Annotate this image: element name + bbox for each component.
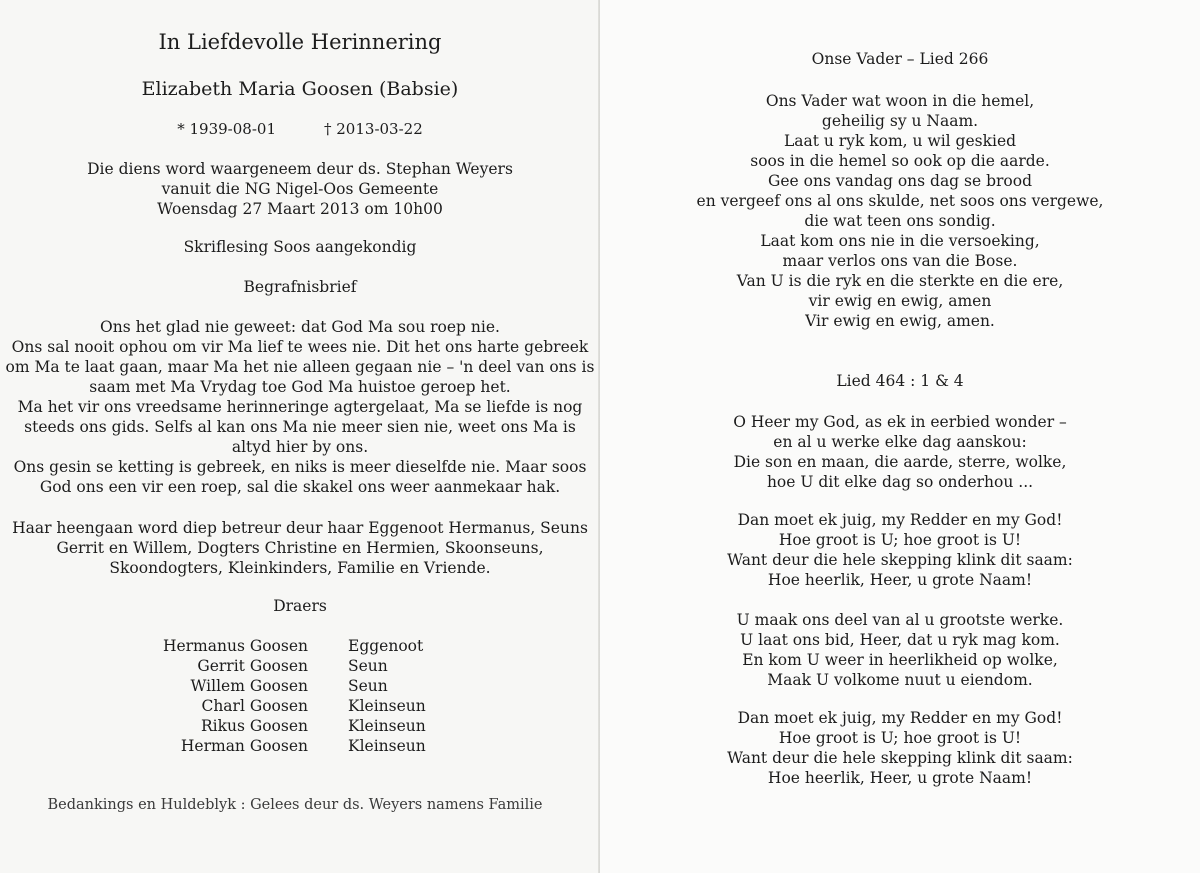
lyric-line: Hoe heerlik, Heer, u grote Naam!: [767, 571, 1033, 589]
lyric-line: maar verlos ons van die Bose.: [782, 252, 1018, 270]
bearer-name: Gerrit Goosen: [197, 657, 308, 675]
mourners-line: Haar heengaan word diep betreur deur haar Eggenoot Hermanus, Seuns: [12, 519, 588, 537]
lyric-line: hoe U dit elke dag so onderhou ...: [766, 473, 1034, 491]
bearer-role: Seun: [348, 677, 388, 695]
lyric-line: Gee ons vandag ons dag se brood: [767, 172, 1033, 190]
hymn1-lyrics: [600, 91, 1200, 331]
death-date: † 2013-03-22: [324, 120, 423, 138]
lyric-line: Dan moet ek juig, my Redder en my God!: [737, 511, 1063, 529]
right-page: [600, 0, 1200, 873]
bearer-role: Eggenoot: [348, 637, 424, 655]
bearer-name: Charl Goosen: [201, 697, 308, 715]
scripture-heading: Skriflesing Soos aangekondig: [183, 238, 417, 256]
lyric-line: Maak U volkome nuut u eiendom.: [767, 671, 1033, 689]
hymn1-title: Onse Vader – Lied 266: [811, 50, 989, 68]
lyric-line: En kom U weer in heerlikheid op wolke,: [742, 651, 1058, 669]
service-line: vanuit die NG Nigel-Oos Gemeente: [161, 180, 439, 198]
lyric-line: Hoe groot is U; hoe groot is U!: [778, 531, 1022, 549]
lyric-line: geheilig sy u Naam.: [821, 112, 979, 130]
funeral-letter: [0, 317, 600, 497]
bearer-role: Seun: [348, 657, 388, 675]
hymn2-chorus2: [600, 708, 1200, 788]
lyric-line: Hoe groot is U; hoe groot is U!: [778, 729, 1022, 747]
bearer-role: Kleinseun: [348, 717, 426, 735]
life-dates: [0, 120, 600, 138]
birth-date: * 1939-08-01: [177, 120, 276, 138]
mourners-notice: [0, 518, 600, 578]
lyric-line: en vergeef ons al ons skulde, net soos ons vergewe,: [696, 192, 1104, 210]
lyric-line: Van U is die ryk en die sterkte en die ere,: [736, 272, 1064, 290]
hymn2-verse2: [600, 610, 1200, 690]
lyric-line: U laat ons bid, Heer, dat u ryk mag kom.: [740, 631, 1060, 649]
bearers-heading: Draers: [273, 597, 327, 615]
lyric-line: Die son en maan, die aarde, sterre, wolke,: [733, 453, 1067, 471]
deceased-name: Elizabeth Maria Goosen (Babsie): [141, 78, 459, 100]
service-line: Die diens word waargeneem deur ds. Stephan Weyers: [87, 160, 513, 178]
bearer-name: Rikus Goosen: [200, 717, 308, 735]
bearer-name: Hermanus Goosen: [162, 637, 308, 655]
bearer-name: Herman Goosen: [180, 737, 308, 755]
lyric-line: Want deur die hele skepping klink dit saam:: [727, 551, 1073, 569]
letter-line: Ons het glad nie geweet: dat God Ma sou roep nie.: [100, 318, 500, 336]
hymn2-verse1: [600, 412, 1200, 492]
letter-line: saam met Ma Vrydag toe God Ma huistoe geroep het.: [89, 378, 511, 396]
bearers-list: [160, 636, 460, 756]
tribute-footer: Bedankings en Huldeblyk : Gelees deur ds. Weyers namens Familie: [47, 797, 543, 813]
lyric-line: Laat u ryk kom, u wil geskied: [783, 132, 1017, 150]
lyric-line: Want deur die hele skepping klink dit saam:: [727, 749, 1073, 767]
service-line: Woensdag 27 Maart 2013 om 10h00: [157, 200, 443, 218]
lyric-line: Ons Vader wat woon in die hemel,: [765, 92, 1035, 110]
lyric-line: soos in die hemel so ook op die aarde.: [750, 152, 1050, 170]
bearer-name: Willem Goosen: [190, 677, 308, 695]
lyric-line: Hoe heerlik, Heer, u grote Naam!: [767, 769, 1033, 787]
bearer-role: Kleinseun: [348, 697, 426, 715]
lyric-line: Vir ewig en ewig, amen.: [805, 312, 995, 330]
letter-line: om Ma te laat gaan, maar Ma het nie alleen gegaan nie – 'n deel van ons is: [5, 358, 595, 376]
bearer-role: Kleinseun: [348, 737, 426, 755]
letter-heading: Begrafnisbrief: [243, 278, 357, 296]
lyric-line: die wat teen ons sondig.: [804, 212, 996, 230]
letter-line: God ons een vir een roep, sal die skakel ons weer aanmekaar hak.: [39, 478, 561, 496]
letter-line: altyd hier by ons.: [231, 438, 369, 456]
hymn2-chorus1: [600, 510, 1200, 590]
letter-line: Ons gesin se ketting is gebreek, en niks is meer dieselfde nie. Maar soos: [13, 458, 587, 476]
mourners-line: Skoondogters, Kleinkinders, Familie en Vriende.: [109, 559, 491, 577]
lyric-line: vir ewig en ewig, amen: [808, 292, 992, 310]
lyric-line: U maak ons deel van al u grootste werke.: [736, 611, 1064, 629]
lyric-line: en al u werke elke dag aanskou:: [773, 433, 1027, 451]
letter-line: Ons sal nooit ophou om vir Ma lief te wees nie. Dit het ons harte gebreek: [11, 338, 589, 356]
lyric-line: O Heer my God, as ek in eerbied wonder –: [733, 413, 1067, 431]
service-details: [0, 159, 600, 219]
mourners-line: Gerrit en Willem, Dogters Christine en Hermien, Skoonseuns,: [56, 539, 544, 557]
lyric-line: Laat kom ons nie in die versoeking,: [760, 232, 1040, 250]
lyric-line: Dan moet ek juig, my Redder en my God!: [737, 709, 1063, 727]
page-title: In Liefdevolle Herinnering: [158, 30, 442, 54]
hymn2-title: Lied 464 : 1 & 4: [836, 372, 964, 390]
letter-line: steeds ons gids. Selfs al kan ons Ma nie meer sien nie, weet ons Ma is: [24, 418, 576, 436]
letter-line: Ma het vir ons vreedsame herinneringe agtergelaat, Ma se liefde is nog: [17, 398, 583, 416]
